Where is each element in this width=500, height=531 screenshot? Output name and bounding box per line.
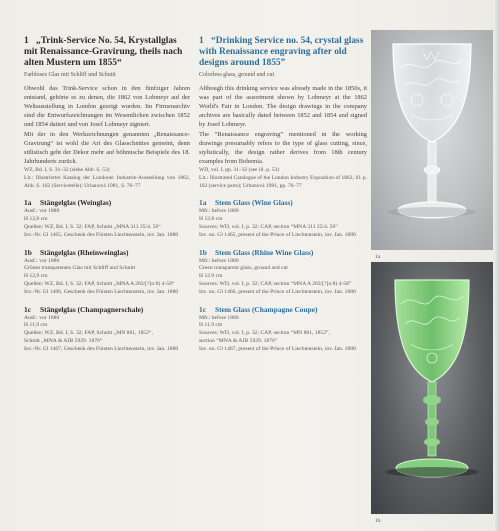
item-line: Ausf.: vor 1880 [24, 208, 60, 215]
green-glass-image [371, 262, 493, 514]
item-number: 1a [199, 198, 207, 208]
german-item-1c [24, 305, 190, 354]
item-line: H 12,8 cm [24, 216, 48, 223]
english-body [199, 84, 367, 191]
item-title: Stängelglas (Weinglas) [40, 198, 112, 208]
page-edge-shadow [494, 0, 500, 531]
item-line: H 12.8 cm [199, 216, 223, 223]
item-title: Stem Glass (Champagne Coupe) [215, 304, 318, 314]
english-title: “Drinking Service no. 54, crystal glass with Renaissance engraving after old designs around 1855” [199, 36, 364, 69]
item-line: Sources: WD, vol. I, p. 32; CAP, section “MNA 311 25/4. 56” [199, 224, 338, 231]
photo-b-caption: 1b [375, 518, 381, 524]
item-line: section “MNA & AJB 5929. 1876” [199, 338, 278, 344]
english-literature: Lit.: Illustrated Catalogue of the London Industry Exposition of 1862, ill. p. 162 (service parts); Urbanová 1981, pp. 76–77 [199, 175, 367, 190]
german-body [24, 84, 190, 191]
item-number: 1a [24, 198, 32, 208]
english-paragraph: Although this drinking service was already made in the 1850s, it was part of the assortment shown by Lobmeyr at the 1862 World's Fair in London. The design drawings in the company archives are basically dated between 1852 and 1854 and signed by Josef Lobmeyr. [199, 84, 367, 129]
english-subtitle: Colorless glass, ground and cut [199, 71, 275, 78]
english-heading [199, 36, 367, 70]
item-line: Ausf.: vor 1880 [24, 257, 60, 264]
item-line: Inv.-Nr. Gl 1465, Geschenk des Fürsten Liechtenstein, inv. Jan. 1880 [24, 231, 179, 238]
english-item-1c [199, 305, 367, 354]
item-number: 1b [24, 247, 32, 257]
german-title: „Trink-Service No. 54, Krystallglas mit Renaissance-Gravirung, theils nach alten Mustern um 1855“ [24, 36, 183, 69]
item-line: Inv. no. Gl 1466, present of the Prince of Liechtenstein, inv. Jan. 1880 [199, 288, 356, 295]
wine-glass-photo [371, 30, 493, 250]
english-item-1a [199, 198, 367, 239]
english-paragraph: The “Renaissance engraving” mentioned in the working drawings presumably refers to the type of glass cutting, since, stylistically, the design rather derives from 18th century examples from Bohemia. [199, 130, 367, 166]
item-line: Quellen: WZ, Bd. I, S. 32; FAP, Schnitt „MNA 311 25/4. 56“ [24, 224, 161, 231]
item-line: Mfr.: before 1880 [199, 208, 239, 215]
item-line: Sources: WD, vol. I, p. 32; CAP, section “MNA A 283/[?]o:8) 4-58” [199, 281, 352, 288]
item-line: Sources: WD, vol. I, p. 32; CAP, section “MN 881, 1852”, [199, 330, 330, 337]
item-title: Stängelglas (Champagnerschale) [40, 304, 144, 314]
german-literature: Lit.: Illustrierter Katalog der Londoner Industrie-Ausstellung von 1862, Abb. S. 162 (Servicetelle); Urbanová 1981, S. 76–77 [24, 175, 190, 190]
item-title: Stem Glass (Wine Glass) [215, 198, 293, 208]
item-line: H 12.9 cm [199, 273, 223, 280]
item-line: Grünes transparentes Glas mit Schliff und Schnitt [24, 265, 136, 272]
item-number: 1b [199, 247, 207, 257]
item-number: 1c [199, 304, 206, 314]
german-paragraph: Mit der in den Werkzeichnungen genannten „Renaissance-Gravirung“ ist wohl die Art des Glasschnittes gemeint, denn stilistisch geht der Dekor mehr auf böhmische Beispiele des 18. Jahrhunderts zurück. [24, 130, 190, 166]
item-title: Stängelglas (Rheinweinglas) [40, 247, 129, 257]
item-line: Ausf.: vor 1880 [24, 314, 60, 321]
item-line: Schnitt „MNA & AJB 5929. 1876“ [24, 338, 103, 344]
german-heading [24, 36, 190, 70]
item-number: 1c [24, 304, 31, 314]
item-line: Green transparent glass, ground and cut [199, 265, 288, 272]
german-subtitle: Farbloses Glas mit Schliff und Schnitt [24, 71, 116, 78]
german-column [24, 36, 190, 354]
german-paragraph: Obwohl das Trink-Service schon in den fünfziger Jahren entstand, gehörte es zu denen, die 1862 von Lobmeyr auf der Weltausstellung in London gezeigt wurden. Im Firmenarchiv sind die Entwurfszeichnungen im Wesentlichen zwischen 1852 und 1854 datiert und von Josef Lobmeyr signiert. [24, 84, 190, 129]
item-line: H 12,9 cm [24, 273, 48, 280]
english-reference: WD, vol. I, pp. 31–32 (see ill. p. 53) [199, 167, 280, 174]
german-item-1a [24, 198, 190, 239]
german-reference: WZ, Bd. I, S. 31–32 (siehe Abb. S. 53) [24, 167, 110, 174]
item-line: Inv. no. Gl 1467, present of the Prince of Liechtenstein, inv. Jan. 1880 [199, 345, 356, 352]
item-line: Mfr.: before 1880 [199, 257, 239, 264]
item-title: Stem Glass (Rhine Wine Glass) [215, 247, 314, 257]
wine-glass-image [371, 30, 493, 250]
item-line: Inv.-Nr. Gl 1466, Geschenk des Fürsten Liechtenstein, inv. Jan. 1880 [24, 288, 179, 295]
item-line: Inv. no. Gl 1465, present of the Prince of Liechtenstein, inv. Jan. 1880 [199, 231, 356, 238]
item-line: H 11,9 cm [24, 322, 48, 329]
german-entry-number: 1 [24, 36, 29, 46]
english-item-1b [199, 248, 367, 297]
english-entry-number: 1 [199, 36, 204, 46]
item-line: H 11.9 cm [199, 322, 223, 329]
german-item-1b [24, 248, 190, 297]
english-column [199, 36, 367, 354]
item-line: Mfr.: before 1880 [199, 314, 239, 321]
photo-a-caption: 1a [375, 254, 381, 260]
item-line: Quellen: WZ, Bd. I, S. 32; FAP, Schnitt „MNA A 283/[?]o:8) 4-58“ [24, 281, 175, 288]
item-line: Inv.-Nr. Gl 1467, Geschenk des Fürsten Liechtenstein, inv. Jan. 1880 [24, 345, 179, 352]
item-line: Quellen: WZ, Bd. I, S. 32; FAP, Schnitt „MN 881, 1852“, [24, 330, 153, 337]
rhine-wine-glass-photo [371, 262, 493, 514]
